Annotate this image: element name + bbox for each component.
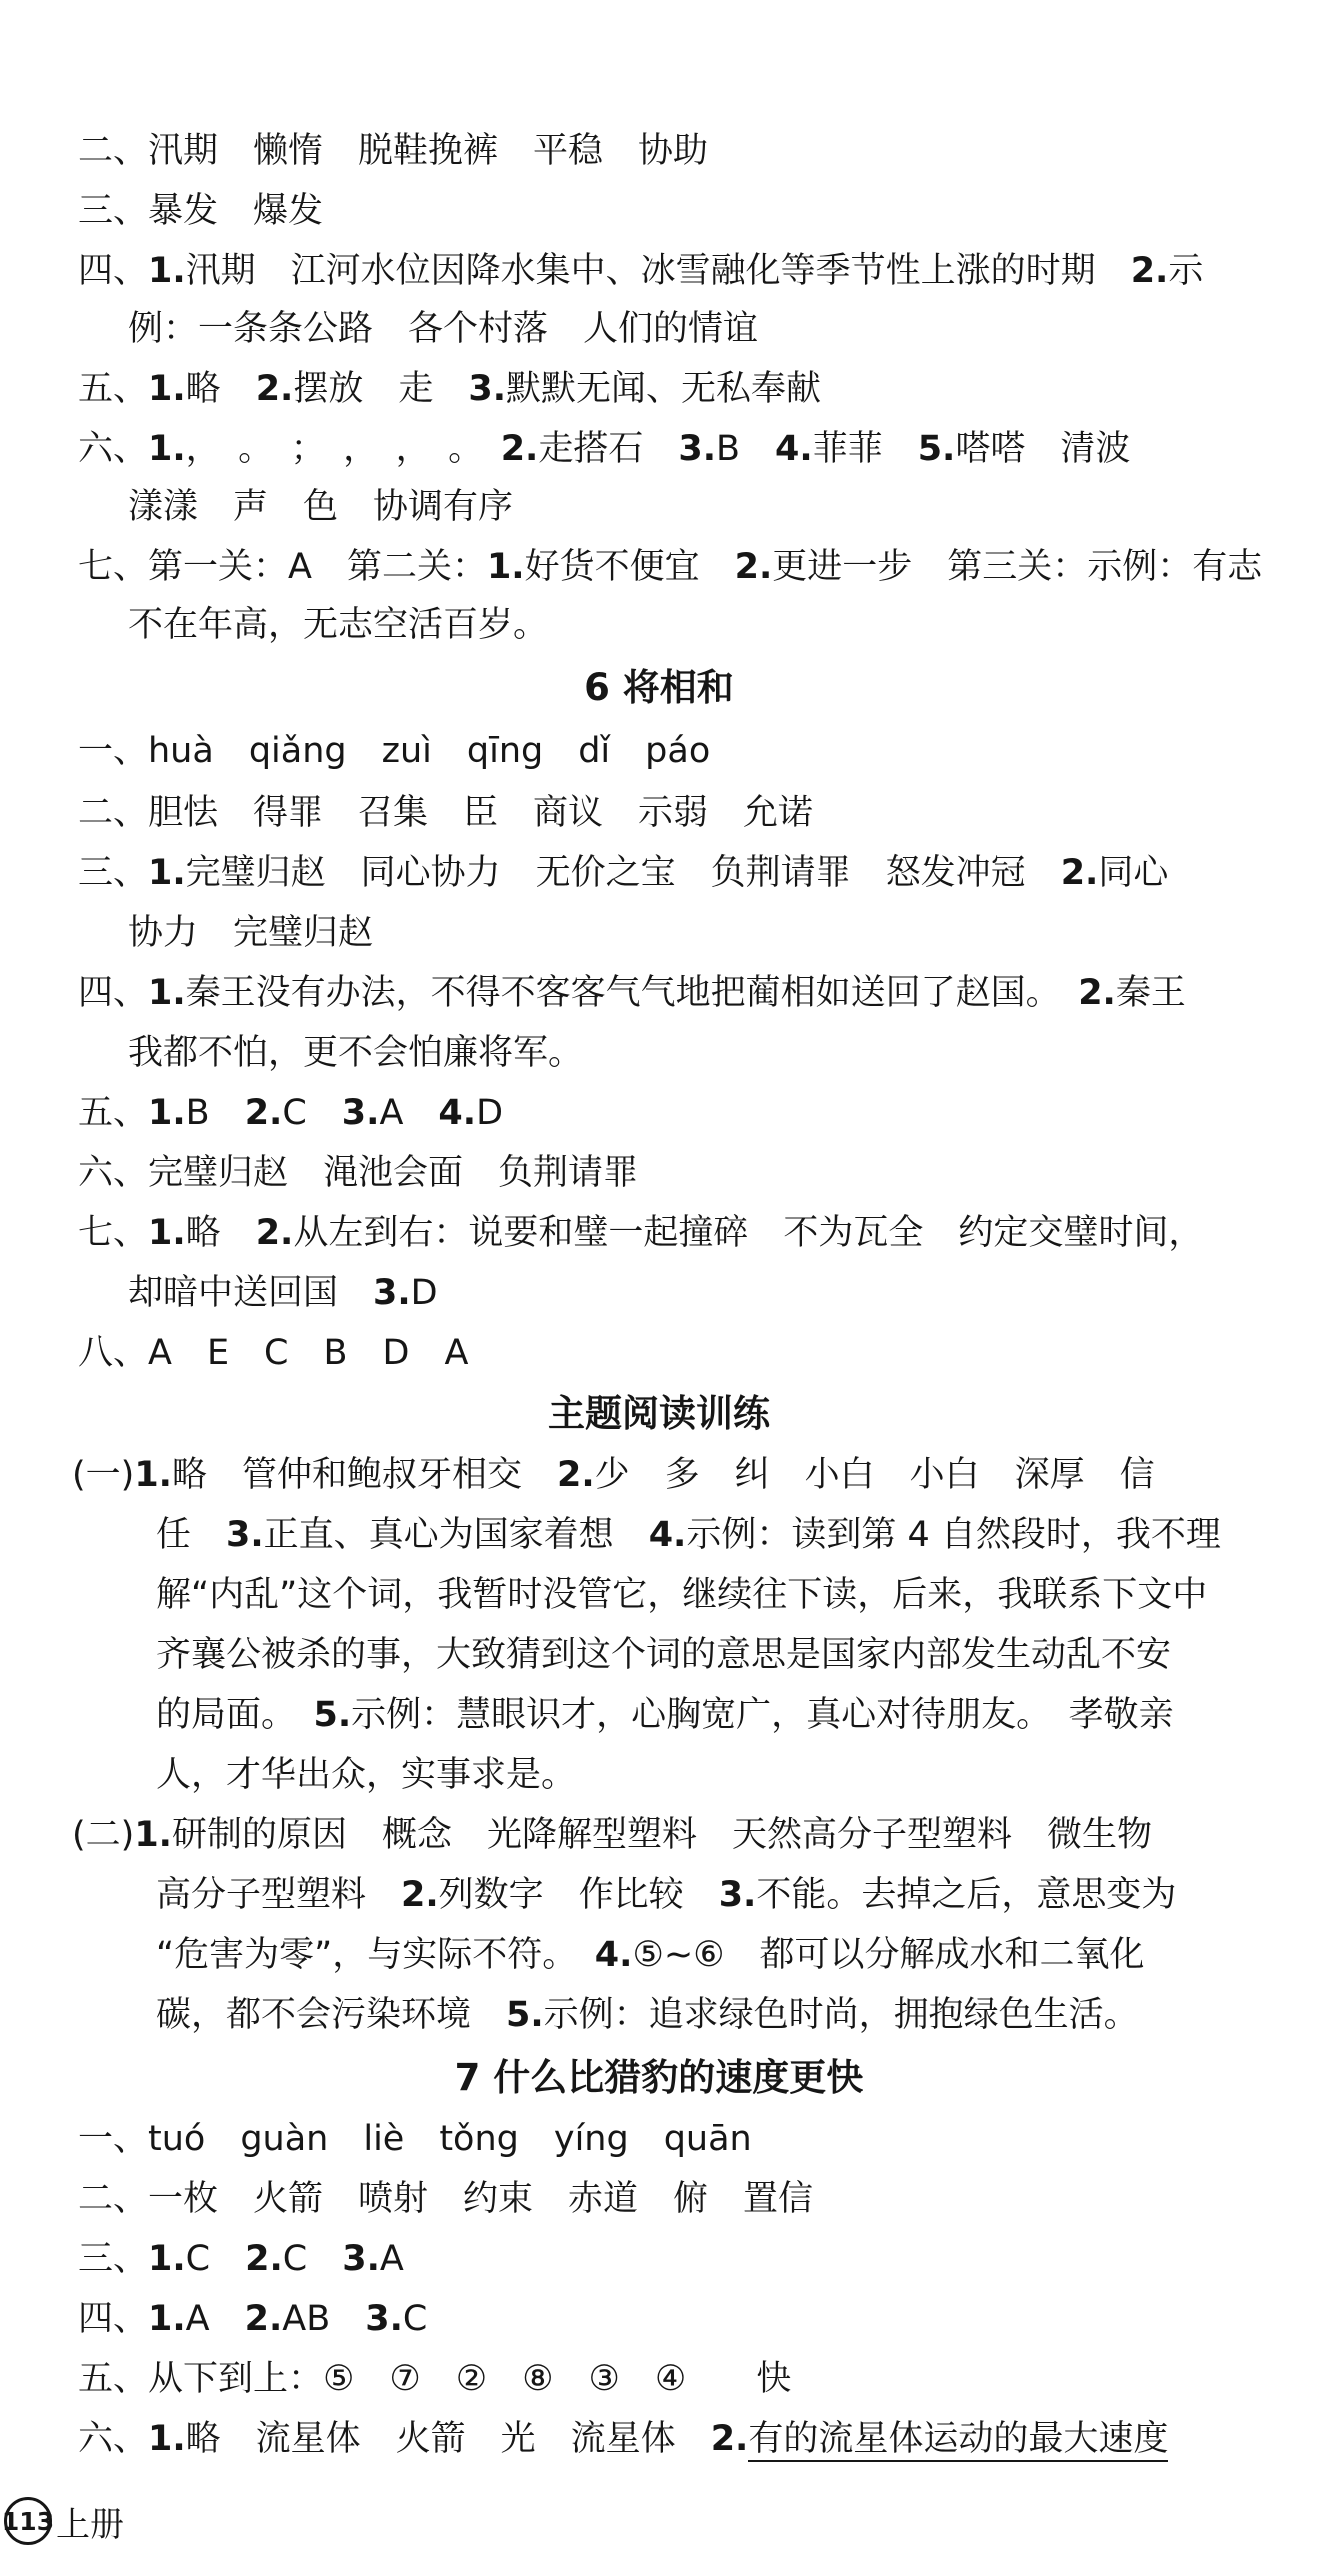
answer-line: 却暗中送回国 3.D bbox=[128, 1273, 438, 1313]
item-number: 1. bbox=[148, 2419, 186, 2459]
item-number: 1. bbox=[148, 429, 186, 469]
answer-line: (二)1.研制的原因 概念 光降解型塑料 天然高分子型塑料 微生物 bbox=[72, 1815, 1152, 1855]
item-number: 1. bbox=[148, 973, 186, 1013]
answer-line: 二、一枚 火箭 喷射 约束 赤道 俯 置信 bbox=[78, 2179, 814, 2219]
item-number: 3. bbox=[373, 1273, 411, 1313]
answer-line: 二、胆怯 得罪 召集 臣 商议 示弱 允诺 bbox=[78, 793, 814, 833]
answer-line: 一、huà qiǎng zuì qīng dǐ páo bbox=[78, 731, 711, 771]
answer-line: 七、第一关：A 第二关：1.好货不便宜 2.更进一步 第三关：示例：有志 bbox=[78, 547, 1263, 587]
item-number: 3. bbox=[678, 429, 717, 469]
answer-line: 例：一条条公路 各个村落 人们的情谊 bbox=[128, 309, 759, 349]
answer-line: 四、1.A 2.AB 3.C bbox=[78, 2299, 428, 2339]
page-footer bbox=[1, 2496, 124, 2546]
item-number: 1. bbox=[148, 251, 186, 291]
item-number: 3. bbox=[226, 1515, 264, 1555]
item-number: 2. bbox=[244, 1093, 283, 1133]
answer-line: “危害为零”，与实际不符。 4.⑤~⑥ 都可以分解成水和二氧化 bbox=[156, 1935, 1145, 1975]
answer-line: 我都不怕，更不会怕廉将军。 bbox=[128, 1033, 584, 1073]
item-number: 2. bbox=[500, 429, 539, 469]
item-number: 4. bbox=[648, 1515, 687, 1555]
item-number: 1. bbox=[148, 853, 186, 893]
answer-line: 八、A E C B D A bbox=[78, 1333, 469, 1373]
answer-line: 高分子型塑料 2.列数字 作比较 3.不能。去掉之后，意思变为 bbox=[156, 1875, 1177, 1915]
item-number: 2. bbox=[244, 2299, 283, 2339]
answer-line: 六、完璧归赵 渑池会面 负荆请罪 bbox=[78, 1153, 639, 1193]
item-number: 1. bbox=[486, 547, 525, 587]
answer-line: 解“内乱”这个词，我暂时没管它，继续往下读，后来，我联系下文中 bbox=[156, 1575, 1208, 1615]
answer-line: 六、1.， 。 ； ， ， 。 2.走搭石 3.B 4.菲菲 5.嗒嗒 清波 bbox=[78, 429, 1131, 469]
section-heading: 7 什么比猎豹的速度更快 bbox=[454, 2056, 864, 2099]
answer-line: 五、1.B 2.C 3.A 4.D bbox=[78, 1093, 504, 1133]
item-number: 3. bbox=[342, 2239, 380, 2279]
item-number: 1. bbox=[134, 1455, 172, 1495]
underlined-answer: 有的流星体运动的最大速度 bbox=[748, 2419, 1168, 2462]
answer-line: 协力 完璧归赵 bbox=[128, 913, 374, 953]
item-number: 5. bbox=[313, 1695, 352, 1735]
answer-line: 碳，都不会污染环境 5.示例：追求绿色时尚，拥抱绿色生活。 bbox=[156, 1995, 1139, 2035]
item-number: 3. bbox=[718, 1875, 757, 1915]
item-number: 3. bbox=[365, 2299, 403, 2339]
item-number: 3. bbox=[468, 369, 507, 409]
item-number: 1. bbox=[148, 369, 186, 409]
answer-line: 不在年高，无志空活百岁。 bbox=[128, 605, 549, 645]
item-number: 2. bbox=[734, 547, 773, 587]
page-number-badge: 113 bbox=[4, 2497, 52, 2545]
item-number: 4. bbox=[775, 429, 813, 469]
answer-line: 三、暴发 爆发 bbox=[78, 191, 324, 231]
item-number: 2. bbox=[1078, 973, 1116, 1013]
item-number: 2. bbox=[255, 369, 294, 409]
item-number: 2. bbox=[1060, 853, 1099, 893]
answer-line: 三、1.完璧归赵 同心协力 无价之宝 负荆请罪 怒发冲冠 2.同心 bbox=[78, 853, 1169, 893]
answer-line: 漾漾 声 色 协调有序 bbox=[128, 487, 514, 527]
answer-line: 的局面。 5.示例：慧眼识才，心胸宽广，真心对待朋友。 孝敬亲 bbox=[156, 1695, 1174, 1735]
item-number: 1. bbox=[148, 2239, 186, 2279]
item-number: 2. bbox=[245, 2239, 283, 2279]
volume-label: 上册 bbox=[56, 2504, 124, 2545]
item-number: 3. bbox=[341, 1093, 380, 1133]
answer-line: 三、1.C 2.C 3.A bbox=[78, 2239, 404, 2279]
answer-line: 一、tuó guàn liè tǒng yíng quān bbox=[78, 2119, 752, 2159]
answer-line: 六、1.略 流星体 火箭 光 流星体 2.有的流星体运动的最大速度 bbox=[78, 2416, 1168, 2462]
answer-line: 五、从下到上：⑤ ⑦ ② ⑧ ③ ④ 快 bbox=[78, 2359, 792, 2399]
item-number: 2. bbox=[710, 2419, 749, 2459]
item-number: 5. bbox=[917, 429, 956, 469]
answer-line: 五、1.略 2.摆放 走 3.默默无闻、无私奉献 bbox=[78, 369, 822, 409]
section-heading: 6 将相和 bbox=[584, 666, 734, 709]
answer-line: 四、1.汛期 江河水位因降水集中、冰雪融化等季节性上涨的时期 2.示 bbox=[78, 251, 1204, 291]
item-number: 2. bbox=[255, 1213, 294, 1253]
answer-line: 任 3.正直、真心为国家着想 4.示例：读到第 4 自然段时，我不理 bbox=[156, 1515, 1221, 1555]
answer-line: (一)1.略 管仲和鲍叔牙相交 2.少 多 纠 小白 小白 深厚 信 bbox=[72, 1455, 1155, 1495]
answer-line: 二、汛期 懒惰 脱鞋挽裤 平稳 协助 bbox=[78, 131, 709, 171]
item-number: 2. bbox=[401, 1875, 439, 1915]
item-number: 5. bbox=[506, 1995, 544, 2035]
item-number: 4. bbox=[594, 1935, 633, 1975]
answer-line: 人，才华出众，实事求是。 bbox=[156, 1755, 577, 1795]
section-heading: 主题阅读训练 bbox=[548, 1392, 770, 1435]
item-number: 1. bbox=[134, 1815, 172, 1855]
item-number: 4. bbox=[438, 1093, 477, 1133]
answer-line: 七、1.略 2.从左到右：说要和璧一起撞碎 不为瓦全 约定交璧时间， bbox=[78, 1213, 1204, 1253]
item-number: 2. bbox=[1130, 251, 1169, 291]
answer-line: 四、1.秦王没有办法，不得不客客气气地把蔺相如送回了赵国。 2.秦王 bbox=[78, 973, 1186, 1013]
item-number: 1. bbox=[148, 1213, 186, 1253]
item-number: 1. bbox=[148, 2299, 186, 2339]
answer-line: 齐襄公被杀的事，大致猜到这个词的意思是国家内部发生动乱不安 bbox=[156, 1635, 1172, 1675]
item-number: 1. bbox=[148, 1093, 186, 1133]
item-number: 2. bbox=[556, 1455, 595, 1495]
